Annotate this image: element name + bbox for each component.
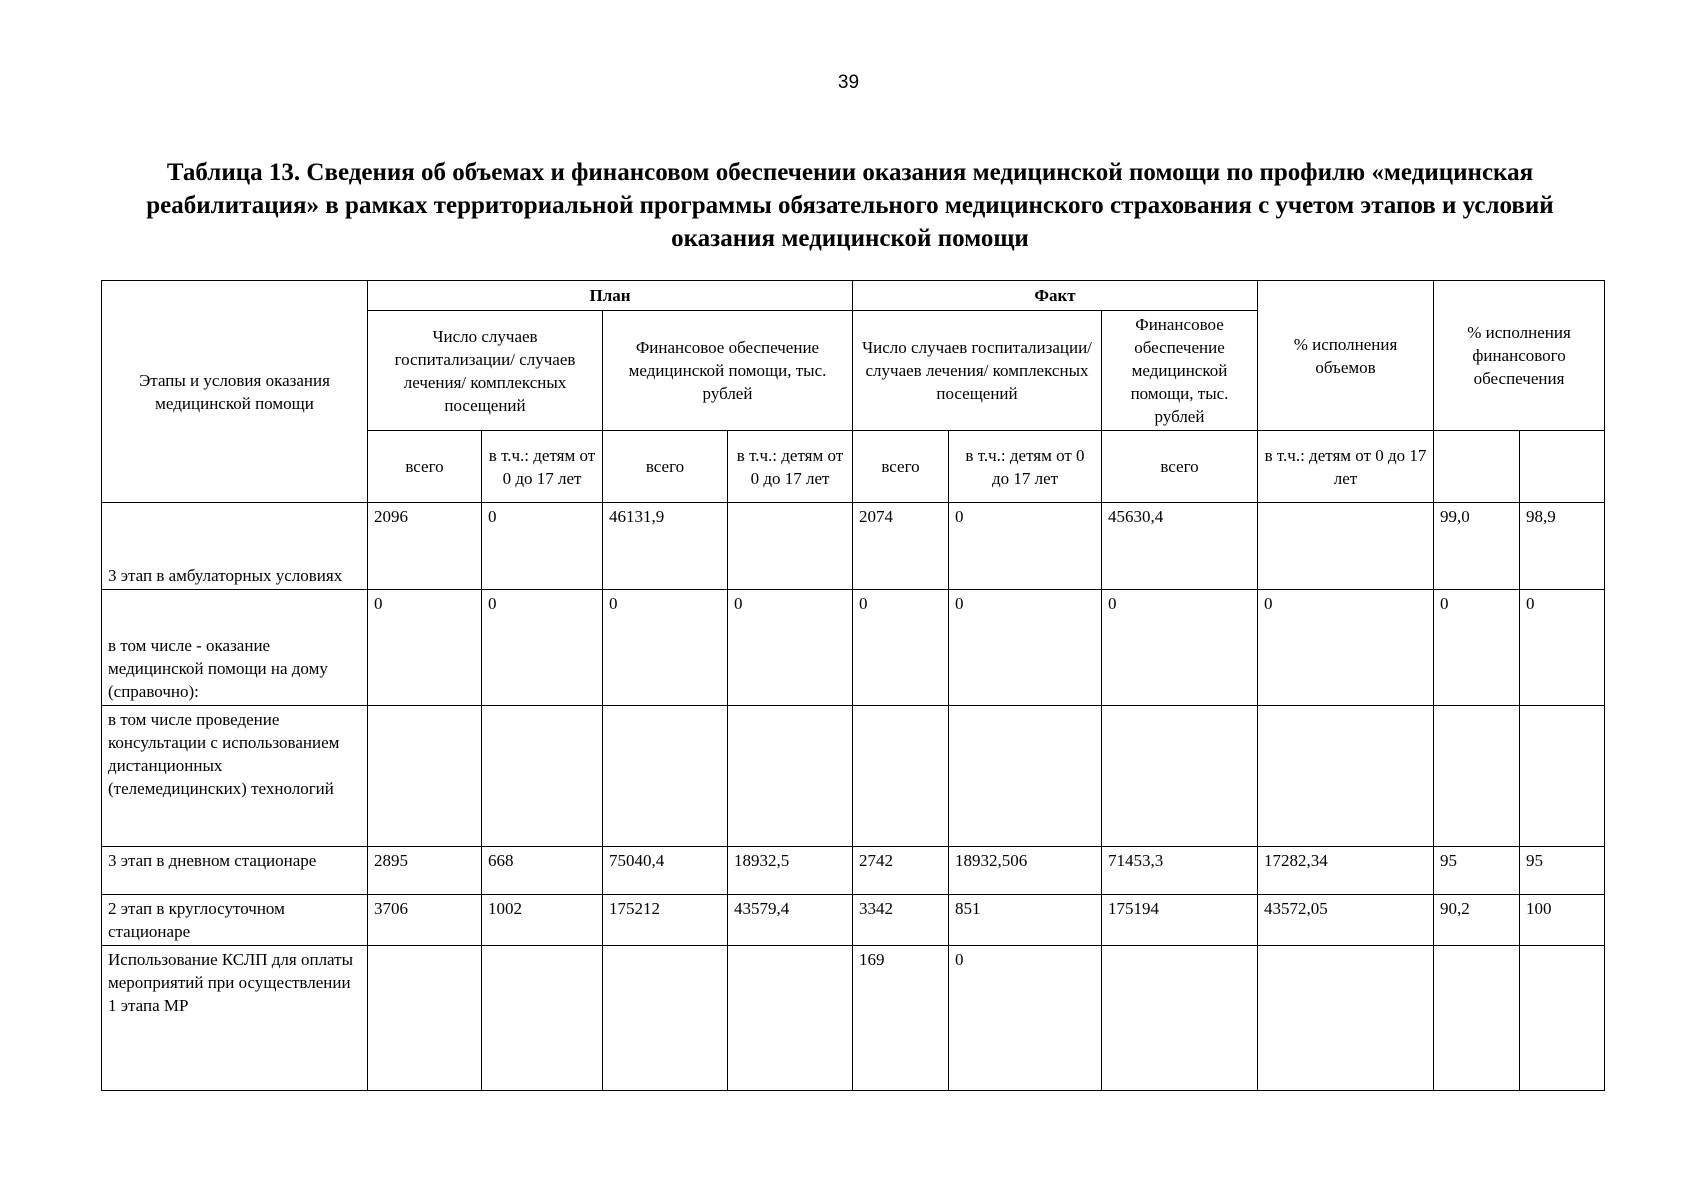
- table-cell: 43572,05: [1258, 895, 1434, 946]
- table-cell: [949, 706, 1102, 847]
- table-cell: 46131,9: [603, 503, 728, 590]
- header-fact: Факт: [853, 281, 1258, 311]
- header-pct-volume: % исполнения объемов: [1258, 281, 1434, 431]
- table-cell: 0: [853, 590, 949, 706]
- table-cell: 0: [949, 590, 1102, 706]
- header-fact-finance: Финансовое обеспечение медицинской помощи, тыс. рублей: [1102, 311, 1258, 431]
- table-cell: 99,0: [1434, 503, 1520, 590]
- table-cell: 95: [1434, 847, 1520, 895]
- table-cell: 2096: [368, 503, 482, 590]
- row-label: 3 этап в амбулаторных условиях: [102, 503, 368, 590]
- table-cell: 169: [853, 946, 949, 1091]
- table-cell: 0: [482, 503, 603, 590]
- header-plan-cases: Число случаев госпитализации/ случаев лечения/ комплексных посещений: [368, 311, 603, 431]
- table-cell: 0: [949, 503, 1102, 590]
- table-cell: 0: [949, 946, 1102, 1091]
- table-cell: 0: [603, 590, 728, 706]
- table-title: Таблица 13. Сведения об объемах и финансовом обеспечении оказания медицинской помощи по профилю «медицинская реабилитация» в рамках территориальной программы обязательного медицинского страхования с учетом этапов и условий оказания медицинской помощи: [146, 159, 1554, 252]
- table-cell: [1258, 946, 1434, 1091]
- table-cell: 0: [1258, 590, 1434, 706]
- table-cell: [603, 946, 728, 1091]
- row-label: в том числе - оказание медицинской помощи на дому (справочно):: [102, 590, 368, 706]
- subheader-plan-cases-total: всего: [368, 431, 482, 503]
- header-plan: План: [368, 281, 853, 311]
- table-cell: 851: [949, 895, 1102, 946]
- table-cell: 2074: [853, 503, 949, 590]
- subheader-pct-finance-blank: [1520, 431, 1605, 503]
- table-cell: [368, 946, 482, 1091]
- table-cell: [728, 503, 853, 590]
- table-row: [102, 706, 1605, 847]
- table-cell: 43579,4: [728, 895, 853, 946]
- table-cell: 17282,34: [1258, 847, 1434, 895]
- subheader-pct-volume-blank: [1434, 431, 1520, 503]
- subheader-fact-finance-children: в т.ч.: детям от 0 до 17 лет: [1258, 431, 1434, 503]
- row-label: в том числе проведение консультации с использованием дистанционных (телемедицинских) технологий: [102, 706, 368, 847]
- subheader-fact-finance-total: всего: [1102, 431, 1258, 503]
- subheader-plan-cases-children: в т.ч.: детям от 0 до 17 лет: [482, 431, 603, 503]
- table-cell: [853, 706, 949, 847]
- page-number: 39: [837, 72, 860, 93]
- table-cell: 0: [1520, 590, 1605, 706]
- header-stage: Этапы и условия оказания медицинской помощи: [102, 281, 368, 503]
- subheader-fact-cases-total: всего: [853, 431, 949, 503]
- table-cell: [1434, 706, 1520, 847]
- table-cell: [728, 706, 853, 847]
- table-cell: [368, 706, 482, 847]
- subheader-plan-finance-total: всего: [603, 431, 728, 503]
- table-cell: [603, 706, 728, 847]
- table-row: [102, 503, 1605, 590]
- table-cell: [728, 946, 853, 1091]
- table-cell: [1102, 946, 1258, 1091]
- table-cell: 90,2: [1434, 895, 1520, 946]
- table-cell: 100: [1520, 895, 1605, 946]
- table-cell: 1002: [482, 895, 603, 946]
- table-row: [102, 895, 1605, 946]
- table-cell: [482, 706, 603, 847]
- data-table: [101, 280, 1605, 1091]
- row-label: Использование КСЛП для оплаты мероприятий при осуществлении 1 этапа МР: [102, 946, 368, 1091]
- table-cell: 75040,4: [603, 847, 728, 895]
- table-cell: 2895: [368, 847, 482, 895]
- table-cell: 71453,3: [1102, 847, 1258, 895]
- row-label: 2 этап в круглосуточном стационаре: [102, 895, 368, 946]
- table-cell: 18932,5: [728, 847, 853, 895]
- header-fact-cases: Число случаев госпитализации/ случаев лечения/ комплексных посещений: [853, 311, 1102, 431]
- table-cell: 0: [1434, 590, 1520, 706]
- table-cell: 3342: [853, 895, 949, 946]
- table-row: [102, 590, 1605, 706]
- table-cell: 175194: [1102, 895, 1258, 946]
- table-row: [102, 847, 1605, 895]
- table-cell: [1102, 706, 1258, 847]
- header-pct-finance: % исполнения финансового обеспечения: [1434, 281, 1605, 431]
- header-plan-finance: Финансовое обеспечение медицинской помощи, тыс. рублей: [603, 311, 853, 431]
- table-cell: 0: [728, 590, 853, 706]
- table-cell: 3706: [368, 895, 482, 946]
- table-cell: 18932,506: [949, 847, 1102, 895]
- table-cell: 95: [1520, 847, 1605, 895]
- table-cell: 98,9: [1520, 503, 1605, 590]
- table-row: [102, 946, 1605, 1091]
- table-cell: 45630,4: [1102, 503, 1258, 590]
- table-cell: 0: [368, 590, 482, 706]
- subheader-fact-cases-children: в т.ч.: детям от 0 до 17 лет: [949, 431, 1102, 503]
- subheader-plan-finance-children: в т.ч.: детям от 0 до 17 лет: [728, 431, 853, 503]
- table-cell: [1258, 503, 1434, 590]
- table-cell: 668: [482, 847, 603, 895]
- table-cell: [1434, 946, 1520, 1091]
- table-cell: 2742: [853, 847, 949, 895]
- table-cell: 0: [482, 590, 603, 706]
- table-cell: 175212: [603, 895, 728, 946]
- table-cell: [1520, 706, 1605, 847]
- table-cell: [1520, 946, 1605, 1091]
- table-cell: 0: [1102, 590, 1258, 706]
- row-label: 3 этап в дневном стационаре: [102, 847, 368, 895]
- table-cell: [482, 946, 603, 1091]
- table-cell: [1258, 706, 1434, 847]
